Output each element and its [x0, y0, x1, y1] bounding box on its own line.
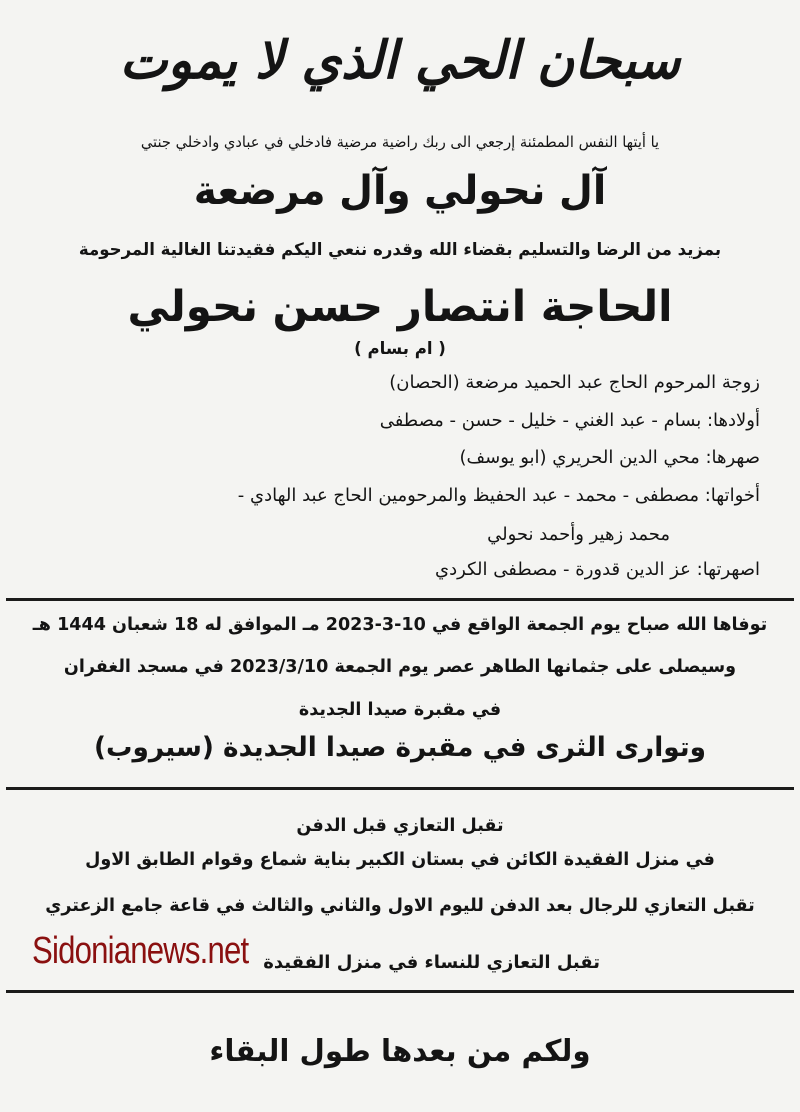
family-names: آل نحولي وآل مرضعة	[193, 168, 607, 214]
deceased-nickname: ( ام بسام )	[354, 339, 446, 359]
condolences-before-title: تقبل التعازي قبل الدفن	[296, 815, 504, 836]
divider-3	[6, 990, 794, 993]
son-in-law-line: صهرها: محي الدين الحريري (ابو يوسف)	[459, 447, 760, 468]
deceased-name: الحاجة انتصار حسن نحولي	[127, 282, 673, 332]
condolences-women: تقبل التعازي للنساء في منزل الفقيدة	[263, 952, 600, 973]
header-calligraphy: سبحان الحي الذي لا يموت	[119, 30, 681, 91]
siblings-line-1: أخواتها: مصطفى - محمد - عبد الحفيظ والمرحومين الحاج عبد الهادي -	[237, 485, 760, 506]
children-line: أولادها: بسام - عبد الغني - خليل - حسن - مصطفى	[379, 410, 760, 431]
announcement-intro: بمزيد من الرضا والتسليم بقضاء الله وقدره ننعي اليكم فقيدتنا الغالية المرحومة	[78, 240, 722, 260]
death-date-line: توفاها الله صباح يوم الجمعة الواقع في 10-3-2023 مـ الموافق له 18 شعبان 1444 هـ	[32, 614, 768, 635]
husband-line: زوجة المرحوم الحاج عبد الحميد مرضعة (الحصان)	[389, 372, 760, 393]
watermark-logo: Sidonianews.net	[32, 930, 249, 972]
quran-verse: يا أيتها النفس المطمئنة إرجعي الى ربك راضية مرضية فادخلي في عبادي وادخلي جنتي	[140, 133, 660, 151]
prayer-line: وسيصلى على جثمانها الطاهر عصر يوم الجمعة 2023/3/10 في مسجد الغفران	[63, 656, 737, 677]
burial-line: وتوارى الثرى في مقبرة صيدا الجديدة (سيروب)	[93, 732, 706, 763]
in-laws-line: اصهرتها: عز الدين قدورة - مصطفى الكردي	[435, 559, 760, 580]
divider-2	[6, 787, 794, 790]
cemetery-line: في مقبرة صيدا الجديدة	[298, 699, 502, 720]
condolences-men: تقبل التعازي للرجال بعد الدفن لليوم الاول والثاني والثالث في قاعة جامع الزعتري	[45, 895, 755, 916]
siblings-line-2: محمد زهير وأحمد نحولي	[487, 524, 670, 545]
divider-1	[6, 598, 794, 601]
condolences-before-location: في منزل الفقيدة الكائن في بستان الكبير بناية شماع وقوام الطابق الاول	[85, 849, 715, 870]
closing-line: ولكم من بعدها طول البقاء	[209, 1034, 591, 1069]
